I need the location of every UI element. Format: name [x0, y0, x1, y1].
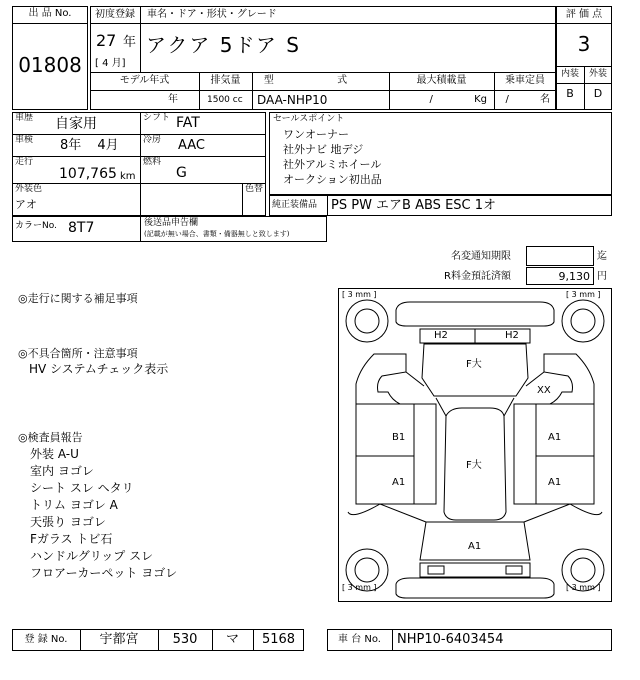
capacity-label: 乗車定員: [505, 75, 545, 86]
inspector-item: 外装 A-U: [30, 447, 79, 461]
history-label: 車歴: [15, 113, 34, 123]
equipment-value: PS PW エアB ABS ESC 1オ: [331, 198, 497, 213]
mileage-value: 107,765: [59, 166, 117, 182]
mark-xx: XX: [537, 385, 551, 396]
interior-label: 内装: [560, 69, 579, 79]
reg-class: 530: [172, 632, 198, 647]
tire-rear-left: [ 3 mm ]: [342, 583, 377, 592]
fuel-value: G: [176, 165, 187, 181]
displacement-label: 排気量: [210, 75, 241, 86]
running-notes-title: ◎走行に関する補足事項: [18, 292, 138, 305]
sales-point-item: ワンオーナー: [283, 128, 349, 141]
exterior-grade: D: [593, 87, 603, 100]
max-load-value: / Kg: [429, 94, 487, 105]
mileage-unit: km: [120, 171, 136, 182]
mark-a1-right-lower: A1: [548, 477, 562, 488]
inspector-title: ◎検査員報告: [18, 431, 83, 444]
capacity-value: / 名: [505, 94, 550, 105]
details-box: [12, 112, 266, 216]
mark-a1-left-lower: A1: [392, 477, 406, 488]
first-reg-year: 27: [96, 31, 117, 50]
recycle-unit: 円: [597, 271, 607, 282]
inspector-item: シート スレ ヘタリ: [30, 481, 134, 495]
sales-point-item: オークション初出品: [283, 173, 382, 186]
mark-hood: F大: [466, 359, 482, 370]
first-reg-month: [ 4 月]: [95, 58, 126, 69]
color-change-label: 色替: [245, 184, 264, 194]
sales-point-item: 社外アルミホイール: [283, 158, 382, 171]
color-no-label: カラーNo.: [15, 221, 57, 231]
model-year-label: モデル年式: [119, 75, 170, 86]
lot-number: 01808: [18, 53, 82, 77]
tire-front-right: [ 3 mm ]: [566, 290, 601, 299]
color-no-value: 8T7: [68, 220, 95, 236]
color-value: アオ: [15, 198, 37, 211]
mark-a1-rear: A1: [468, 541, 482, 552]
car-name-label: 車名・ドア・形状・グレード: [147, 9, 277, 20]
history-value: 自家用: [55, 116, 97, 132]
name-change-unit: 迄: [597, 251, 607, 262]
inspector-item: フロアーカーペット ヨゴレ: [30, 566, 178, 580]
mileage-label: 走行: [15, 157, 34, 167]
tire-front-left: [ 3 mm ]: [342, 290, 377, 299]
recycle-label: R料金預託済額: [444, 271, 511, 282]
chassis-label: 車 台 No.: [338, 634, 381, 645]
ac-label: 冷房: [143, 135, 162, 145]
displacement-value: 1500 cc: [207, 95, 243, 105]
name-change-box: [526, 246, 594, 266]
reg-label: 登 録 No.: [24, 634, 68, 645]
car-name: アクア 5ドア S: [146, 33, 301, 57]
reg-kana: マ: [225, 632, 239, 647]
model-year-unit: 年: [168, 94, 178, 105]
color-label: 外装色: [15, 184, 43, 194]
later-report-note: (記載が無い場合、書類・備器無しと致します): [144, 230, 290, 238]
mark-roof: F大: [466, 460, 482, 471]
inspector-item: 天張り ヨゴレ: [30, 515, 106, 529]
first-reg-label: 初度登録: [95, 9, 135, 20]
fuel-label: 燃料: [143, 157, 162, 167]
reg-number: 5168: [261, 632, 296, 647]
exterior-label: 外装: [588, 69, 607, 79]
score-label: 評 価 点: [565, 9, 603, 20]
inspector-item: Fガラス トビ石: [30, 532, 113, 546]
recycle-value: 9,130: [558, 270, 590, 283]
tire-rear-right: [ 3 mm ]: [566, 583, 601, 592]
reg-area: 宇都宮: [99, 632, 139, 647]
defect-item: HV システムチェック表示: [29, 362, 169, 376]
car-outline: [338, 288, 612, 602]
type-value: DAA-NHP10: [257, 93, 328, 107]
defects-title: ◎不具合箇所・注意事項: [18, 347, 138, 360]
inspector-item: トリム ヨゴレ A: [30, 498, 118, 512]
sales-point-item: 社外ナビ 地デジ: [283, 143, 364, 156]
mark-h2-right: H2: [505, 330, 519, 341]
interior-grade: B: [566, 87, 574, 100]
name-change-label: 名変通知期限: [451, 251, 511, 262]
inspection-value: 8年 4月: [60, 138, 119, 153]
lot-label: 出 品 No.: [28, 8, 72, 19]
score-value: 3: [577, 32, 591, 56]
shift-label: シフト: [143, 113, 171, 123]
sales-points-label: セールスポイント: [273, 114, 345, 124]
type-label: 型 式: [263, 75, 378, 86]
mark-a1-right-upper: A1: [548, 432, 562, 443]
max-load-label: 最大積載量: [416, 75, 467, 86]
first-reg-year-unit: 年: [123, 35, 137, 50]
inspector-item: 室内 ヨゴレ: [30, 464, 94, 478]
chassis-number: NHP10-6403454: [397, 632, 504, 647]
mark-h2-left: H2: [434, 330, 448, 341]
mark-b1: B1: [392, 432, 406, 443]
later-report-label: 後送品申告欄: [144, 218, 199, 228]
inspector-item: ハンドルグリップ スレ: [30, 549, 154, 563]
shift-value: FAT: [176, 115, 200, 131]
inspection-label: 車検: [15, 135, 34, 145]
equipment-label: 純正装備品: [272, 200, 318, 210]
ac-value: AAC: [178, 138, 205, 153]
